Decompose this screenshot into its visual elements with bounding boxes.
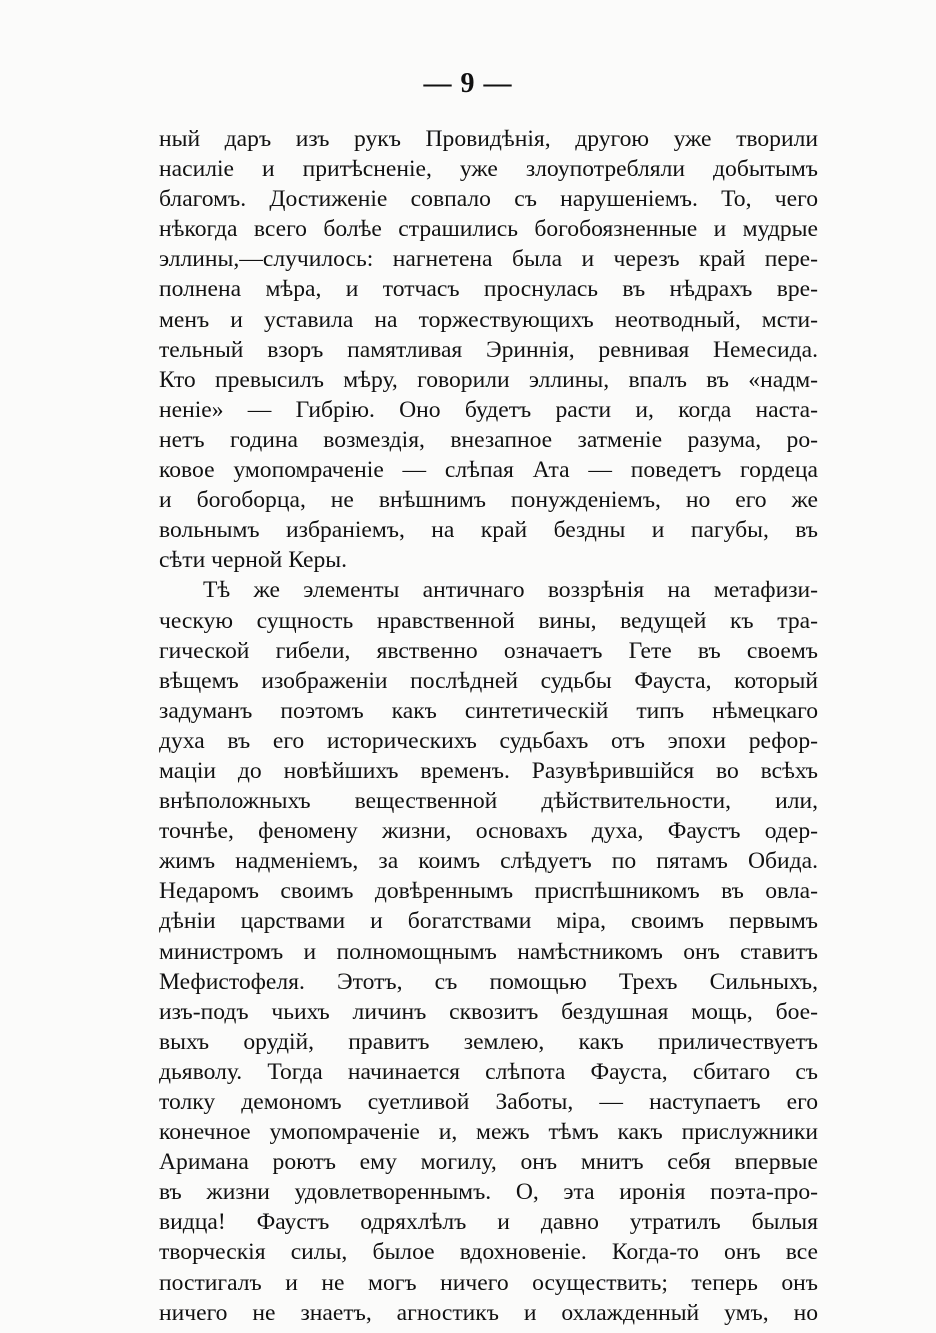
text-line: вольнымъ избраніемъ, на край бездны и пагубы, въ [159, 517, 818, 544]
text-line: дѣніи царствами и богатствами міра, своимъ первымъ [159, 908, 818, 935]
text-line: нѣкогда всего болѣе страшились богобоязненные и мудрые [159, 216, 818, 243]
text-line: маціи до новѣйшихъ временъ. Разувѣрившійся во всѣхъ [159, 757, 818, 784]
text-line: Кто превысилъ мѣру, говорили эллины, впалъ въ «надм- [159, 366, 818, 393]
text-line: выхъ орудій, правитъ землею, какъ приличествуетъ [159, 1028, 818, 1055]
text-line: неніе» — Гибрію. Оно будетъ расти и, когда наста- [159, 396, 818, 423]
text-line: насиліе и притѣсненіе, уже злоупотребляли добытымъ [159, 156, 818, 183]
text-line: тельный взоръ памятливая Эриннія, ревнивая Немесида. [159, 336, 818, 363]
text-line: благомъ. Достиженіе совпало съ нарушеніемъ. То, чего [159, 186, 818, 213]
text-line: постигалъ и не могъ ничего осуществить; теперь онъ [159, 1269, 818, 1296]
text-line: изъ-подъ чьихъ личинъ сквозитъ бездушная мощь, бое- [159, 998, 818, 1025]
text-line: вѣщемъ изображеніи послѣдней судьбы Фауста, который [159, 667, 818, 694]
text-line: ковое умопомраченіе — слѣпая Ата — поведетъ гордеца [159, 457, 818, 484]
text-line: министромъ и полномощнымъ намѣстникомъ онъ ставитъ [159, 938, 818, 965]
text-line: Аримана роютъ ему могилу, онъ мнитъ себя впервые [159, 1149, 818, 1176]
text-line: творческія силы, былое вдохновеніе. Когда-то онъ все [159, 1239, 818, 1266]
text-line: Мефистофеля. Этотъ, съ помощью Трехъ Сильныхъ, [159, 968, 818, 995]
text-line: ничего не знаетъ, агностикъ и охлажденный умъ, но [159, 1299, 818, 1326]
text-line: духа въ его историческихъ судьбахъ отъ эпохи рефор- [159, 727, 818, 754]
text-line: Тѣ же элементы античнаго воззрѣнія на метафизи- [203, 577, 818, 604]
text-line: Недаромъ своимъ довѣреннымъ приспѣшникомъ въ овла- [159, 878, 818, 905]
text-line: въ жизни удовлетвореннымъ. О, эта иронія поэта-про- [159, 1179, 818, 1206]
text-line: конечное умопомраченіе и, межъ тѣмъ какъ прислужники [159, 1119, 818, 1146]
text-line: видца! Фаустъ одряхлѣлъ и давно утратилъ былыя [159, 1209, 818, 1236]
text-line: внѣположныхъ вещественной дѣйствительности, или, [159, 788, 818, 815]
text-line: жимъ надменіемъ, за коимъ слѣдуетъ по пятамъ Обида. [159, 848, 818, 875]
text-line: ный даръ изъ рукъ Провидѣнія, другою уже творили [159, 126, 818, 152]
text-line: ческую сущность нравственной вины, ведущей къ тра- [159, 607, 818, 634]
body-text [159, 124, 818, 1328]
page-number: — 9 — [423, 68, 513, 99]
text-line: полнена мѣра, и тотчасъ проснулась въ нѣдрахъ вре- [159, 276, 818, 303]
text-line: точнѣе, феномену жизни, основахъ духа, Фаустъ одер- [159, 818, 818, 845]
text-line: нетъ година возмездія, внезапное затменіе разума, ро- [159, 426, 818, 453]
text-line: гической гибели, явственно означаетъ Гете въ своемъ [159, 637, 818, 664]
text-line: эллины,—случилось: нагнетена была и черезъ край пере- [159, 246, 818, 273]
text-line: толку демономъ суетливой Заботы, — наступаетъ его [159, 1089, 818, 1115]
text-line: и богоборца, не внѣшнимъ понужденіемъ, но его же [159, 487, 818, 514]
text-line: менъ и уставила на торжествующихъ неотводный, мсти- [159, 306, 818, 333]
text-line: дьяволу. Тогда начинается слѣпота Фауста, сбитаго съ [159, 1058, 818, 1085]
text-line: задуманъ поэтомъ какъ синтетическій типъ нѣмецкаго [159, 697, 818, 724]
text-line: сѣти черной Керы. [159, 547, 348, 574]
